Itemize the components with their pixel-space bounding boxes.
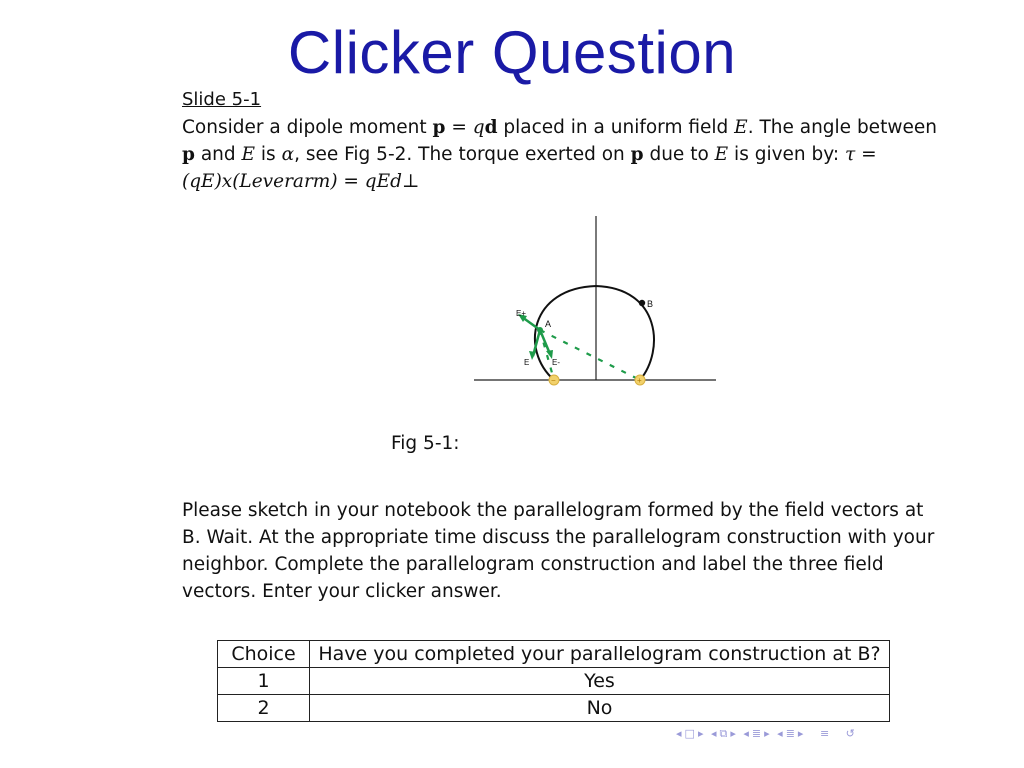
intro-text-4: and	[194, 144, 242, 165]
beamer-navigation	[676, 727, 858, 741]
intro-text-7: due to	[643, 144, 715, 165]
frame-right-icon[interactable]: ▸	[697, 727, 705, 740]
intro-text-3: . The angle between	[747, 117, 937, 138]
label-plus: +	[637, 376, 642, 385]
vector-e-minus	[540, 330, 550, 354]
alpha-symbol: α	[281, 144, 295, 165]
slide-title: Clicker Question	[287, 19, 737, 86]
choice-answer: No	[310, 695, 890, 722]
dipole-figure	[460, 210, 730, 400]
field-e-symbol: E	[734, 117, 748, 138]
label-a: A	[545, 319, 552, 329]
return-icon[interactable]: ↺	[836, 727, 856, 740]
frame-icon: □	[684, 727, 696, 740]
table-row[interactable]	[218, 695, 890, 722]
choice-table	[217, 640, 890, 722]
table-header-row	[218, 641, 890, 668]
instructions-paragraph: Please sketch in your notebook the parallelogram formed by the field vectors at B. Wait. At the appropriate time discuss the parallelogram construction with your neighbor. Complete the parallelogram construction and label the three field vectors. Enter your clicker answer.	[182, 500, 935, 602]
section-right-icon[interactable]: ▸	[764, 727, 771, 740]
header-choice: Choice	[218, 641, 310, 668]
intro-text-1: Consider a dipole moment	[182, 117, 433, 138]
slide-label: Slide 5-1	[182, 89, 262, 110]
section-icon: ≣	[751, 727, 763, 740]
label-e: E	[524, 358, 530, 367]
intro-text-2: placed in a uniform field	[497, 117, 735, 138]
intro-paragraph	[182, 114, 942, 195]
subsection-left-icon[interactable]: ◂	[710, 727, 718, 740]
choice-number: 2	[218, 695, 310, 722]
subsection-right-icon[interactable]: ▸	[730, 727, 737, 740]
vector-e-resultant-arrowhead	[529, 351, 536, 360]
torque-equation: τ = (qE)x(Leverarm) = qEd⊥	[182, 144, 877, 192]
intro-text-8: is given by:	[728, 144, 845, 165]
dipole-p-symbol: p	[182, 144, 195, 165]
header-question: Have you completed your parallelogram construction at B?	[310, 641, 890, 668]
section-left-icon[interactable]: ◂	[777, 727, 784, 740]
dashed-line-plus	[540, 330, 640, 380]
field-e-symbol: E	[241, 144, 256, 165]
section-left-icon[interactable]: ◂	[743, 727, 750, 740]
point-a-marker	[537, 327, 543, 333]
charge-q-symbol: q	[472, 117, 485, 138]
subsection-icon: ⧉	[719, 727, 729, 740]
dipole-p-symbol: p	[432, 117, 446, 138]
section-right-icon[interactable]: ▸	[797, 727, 805, 740]
choice-answer: Yes	[310, 668, 890, 695]
intro-text-5: is	[255, 144, 282, 165]
align-icon[interactable]: ≡	[810, 727, 831, 740]
equals-symbol: =	[445, 117, 473, 138]
label-minus: −	[551, 376, 556, 385]
figure-caption: Fig 5-1:	[391, 433, 460, 454]
dipole-p-symbol: p	[630, 144, 644, 165]
section-icon: ≣	[785, 727, 796, 740]
choice-number: 1	[218, 668, 310, 695]
point-b-marker	[639, 300, 645, 306]
label-e-plus: E+	[516, 309, 527, 318]
frame-left-icon[interactable]: ◂	[676, 727, 683, 740]
table-row[interactable]	[218, 668, 890, 695]
label-e-minus: E-	[552, 358, 560, 367]
intro-text-6: , see Fig 5-2. The torque exerted on	[294, 144, 631, 165]
distance-d-symbol: d	[484, 117, 498, 138]
field-e-symbol: E	[714, 144, 729, 165]
label-b: B	[647, 299, 654, 309]
